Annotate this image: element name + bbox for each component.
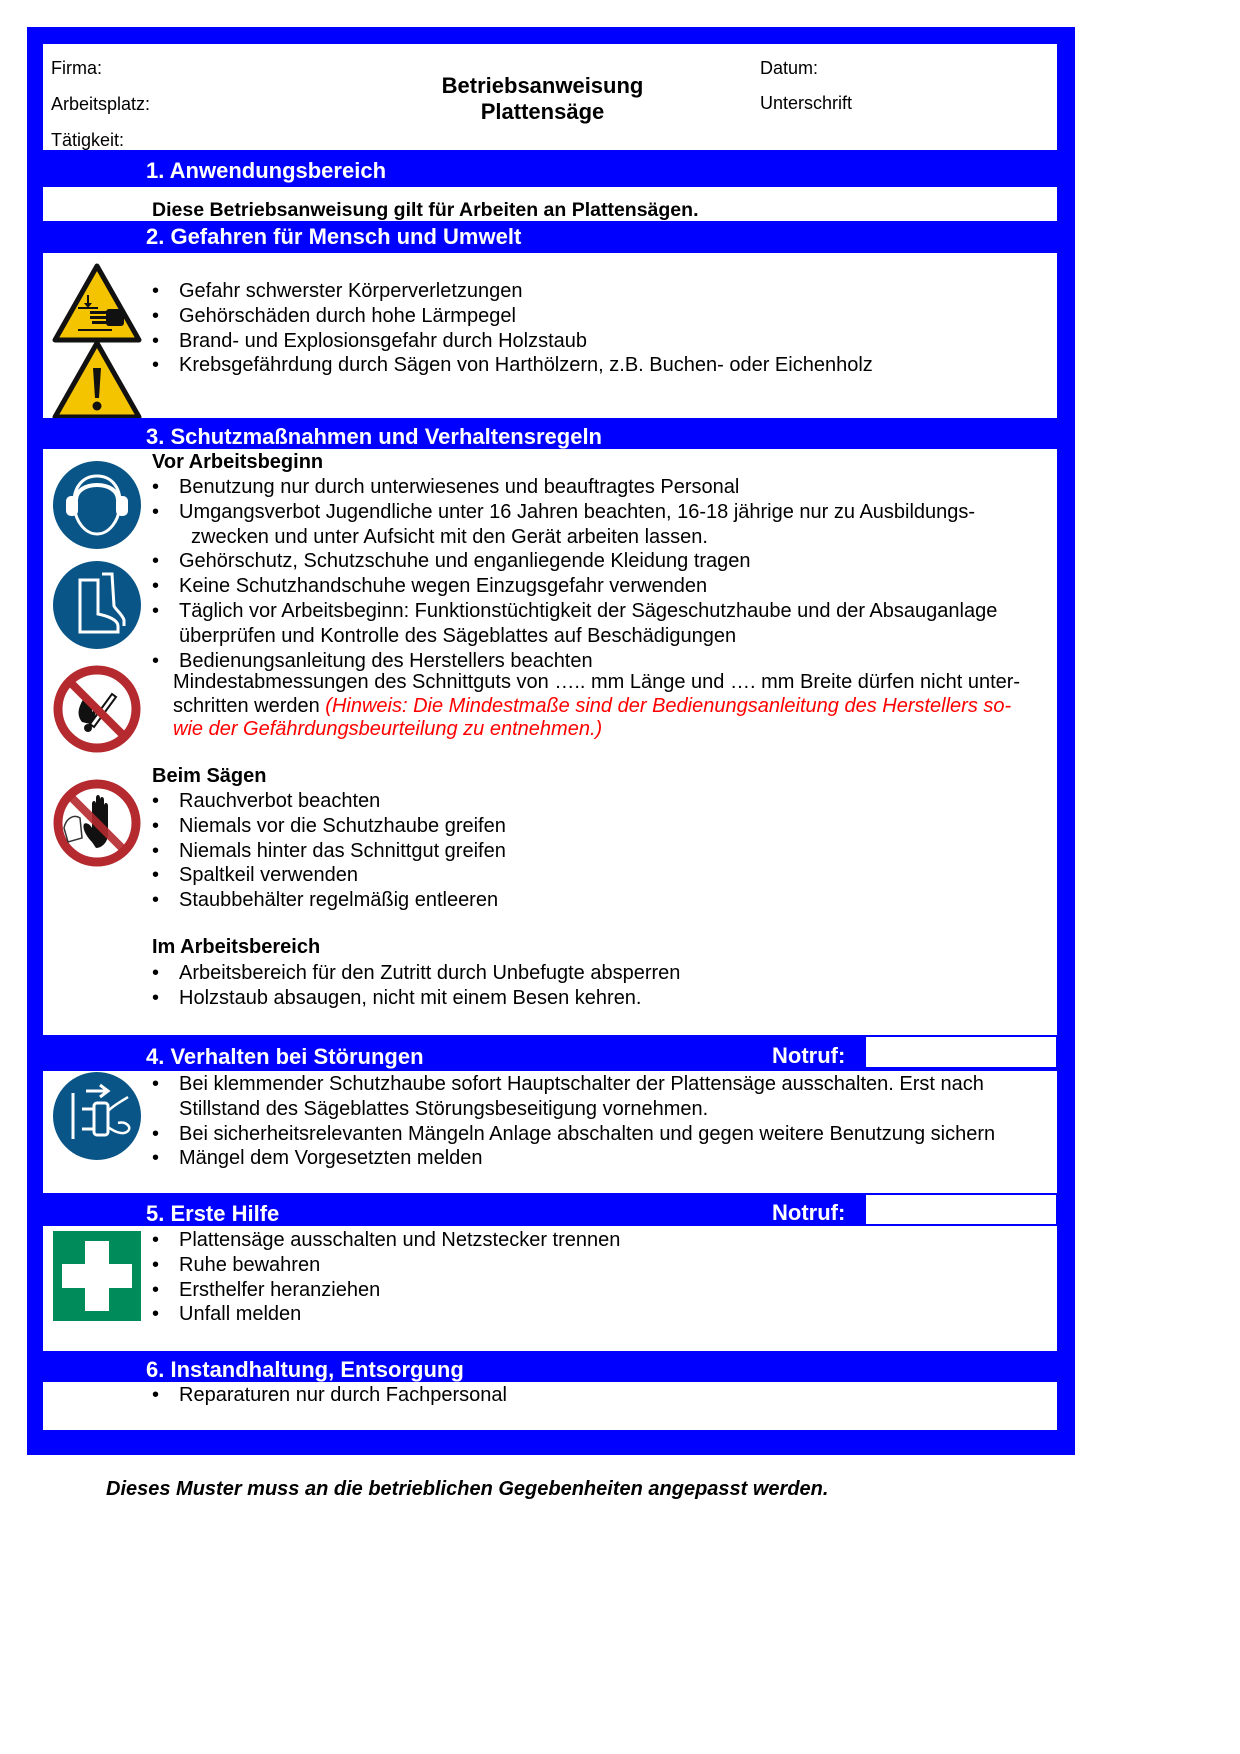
continuation-text: zwecken und unter Aufsicht mit den Gerät arbeiten lassen.	[191, 525, 708, 548]
list-item: • Brand- und Explosionsgefahr durch Holzstaub	[152, 329, 873, 354]
notruf-label-section-4: Notruf:	[772, 1043, 846, 1068]
notruf-field-section-4[interactable]	[866, 1035, 1056, 1069]
first-aid-icon	[53, 1231, 141, 1321]
safety-boots-icon	[52, 560, 142, 650]
section-4-header	[43, 1035, 866, 1069]
list-item: • Spaltkeil verwenden	[152, 863, 506, 888]
list-item: • Bei klemmender Schutzhaube sofort Hauptschalter der Plattensäge ausschalten. Erst nach	[152, 1072, 995, 1097]
section-5-title: 5. Erste Hilfe	[146, 1201, 280, 1226]
firma-label: Firma:	[51, 58, 102, 78]
disconnect-mains-plug-icon	[52, 1071, 142, 1161]
section-2-title: 2. Gefahren für Mensch und Umwelt	[146, 224, 522, 249]
section-6-header	[43, 1351, 1057, 1382]
no-open-flame-icon	[52, 664, 142, 754]
list-item-continuation	[152, 624, 997, 649]
im-arbeitsbereich-list	[152, 961, 680, 1011]
title-line-1: Betriebsanweisung	[441, 73, 644, 98]
section-5-header	[43, 1193, 866, 1226]
list-item-continuation	[152, 1097, 995, 1122]
list-item: • Holzstaub absaugen, nicht mit einem Besen kehren.	[152, 986, 680, 1011]
list-item: • Niemals hinter das Schnittgut greifen	[152, 839, 506, 864]
taetigkeit-label: Tätigkeit:	[51, 130, 125, 150]
list-item: • Krebsgefährdung durch Sägen von Harthölzern, z.B. Buchen- oder Eichenholz	[152, 353, 873, 378]
section-1-header	[43, 150, 1057, 187]
section-1-text: Diese Betriebsanweisung gilt für Arbeiten an Plattensägen.	[152, 199, 699, 221]
list-item: • Gefahr schwerster Körperverletzungen	[152, 279, 873, 304]
section-3-header	[43, 418, 1057, 449]
section-6-title: 6. Instandhaltung, Entsorgung	[146, 1357, 464, 1382]
group-heading-beim-saegen: Beim Sägen	[152, 765, 267, 787]
list-item: • Gehörschäden durch hohe Lärmpegel	[152, 304, 873, 329]
no-access-hand-icon	[52, 778, 142, 868]
hearing-protection-icon	[52, 460, 142, 550]
arbeitsplatz-label: Arbeitsplatz:	[51, 94, 151, 114]
list-item-continuation	[152, 525, 997, 550]
list-item: • Rauchverbot beachten	[152, 789, 506, 814]
list-item: • Niemals vor die Schutzhaube greifen	[152, 814, 506, 839]
beim-saegen-list	[152, 789, 506, 913]
note-line-2	[173, 695, 1020, 719]
list-item: • Benutzung nur durch unterwiesenes und beauftragtes Personal	[152, 475, 997, 500]
continuation-text: überprüfen und Kontrolle des Sägeblattes auf Beschädigungen	[179, 624, 737, 647]
list-item: • Keine Schutzhandschuhe wegen Einzugsgefahr verwenden	[152, 574, 997, 599]
notruf-field-section-5[interactable]	[866, 1193, 1056, 1226]
list-item: • Mängel dem Vorgesetzten melden	[152, 1146, 995, 1171]
list-item: • Umgangsverbot Jugendliche unter 16 Jahren beachten, 16-18 jährige nur zu Ausbildungs-	[152, 500, 997, 525]
list-item: • Täglich vor Arbeitsbeginn: Funktionstüchtigkeit der Sägeschutzhaube und der Absauganlage	[152, 599, 997, 624]
group-heading-im-arbeitsbereich: Im Arbeitsbereich	[152, 936, 321, 958]
continuation-text: Stillstand des Sägeblattes Störungsbeseitigung vornehmen.	[179, 1097, 709, 1120]
hint-text-line-3: wie der Gefährdungsbeurteilung zu entnehmen.)	[173, 718, 603, 740]
note-line-1: Mindestabmessungen des Schnittguts von ….. mm Länge und …. mm Breite dürfen nicht unter-	[173, 671, 1021, 693]
footer-note: Dieses Muster muss an die betrieblichen Gegebenheiten angepasst werden.	[106, 1478, 829, 1500]
minimum-dimensions-note	[173, 671, 1020, 742]
section-6-list	[152, 1383, 507, 1408]
general-warning-icon	[52, 340, 142, 420]
list-item: • Bei sicherheitsrelevanten Mängeln Anlage abschalten und gegen weitere Benutzung sichern	[152, 1122, 995, 1147]
section-4-list	[152, 1072, 995, 1171]
note-line-2-text: schritten werden	[173, 694, 326, 717]
list-item: • Gehörschutz, Schutzschuhe und enganliegende Kleidung tragen	[152, 549, 997, 574]
section-3-title: 3. Schutzmaßnahmen und Verhaltensregeln	[146, 424, 602, 449]
list-item: • Plattensäge ausschalten und Netzstecker trennen	[152, 1228, 620, 1253]
title-line-2: Plattensäge	[480, 99, 605, 124]
list-item: • Reparaturen nur durch Fachpersonal	[152, 1383, 507, 1408]
list-item: • Bedienungsanleitung des Herstellers beachten	[152, 649, 997, 674]
page-title	[440, 73, 645, 125]
section-2-list	[152, 279, 873, 378]
list-item: • Arbeitsbereich für den Zutritt durch Unbefugte absperren	[152, 961, 680, 986]
list-item: • Ruhe bewahren	[152, 1253, 620, 1278]
section-1-title: 1. Anwendungsbereich	[146, 158, 387, 183]
vor-arbeitsbeginn-list	[152, 475, 997, 673]
notruf-label-section-5: Notruf:	[772, 1200, 846, 1225]
list-item: • Ersthelfer heranziehen	[152, 1278, 620, 1303]
list-item: • Unfall melden	[152, 1302, 620, 1327]
section-4-title: 4. Verhalten bei Störungen	[146, 1044, 424, 1069]
list-item: • Staubbehälter regelmäßig entleeren	[152, 888, 506, 913]
group-heading-vor-arbeitsbeginn: Vor Arbeitsbeginn	[152, 451, 324, 473]
unterschrift-label: Unterschrift	[760, 93, 853, 113]
datum-label: Datum:	[760, 58, 819, 78]
section-5-list	[152, 1228, 620, 1327]
hint-text: (Hinweis: Die Mindestmaße sind der Bedienungsanleitung des Herstellers so-	[325, 694, 1012, 717]
hand-crush-warning-icon	[52, 263, 142, 343]
section-2-header	[43, 221, 1057, 253]
